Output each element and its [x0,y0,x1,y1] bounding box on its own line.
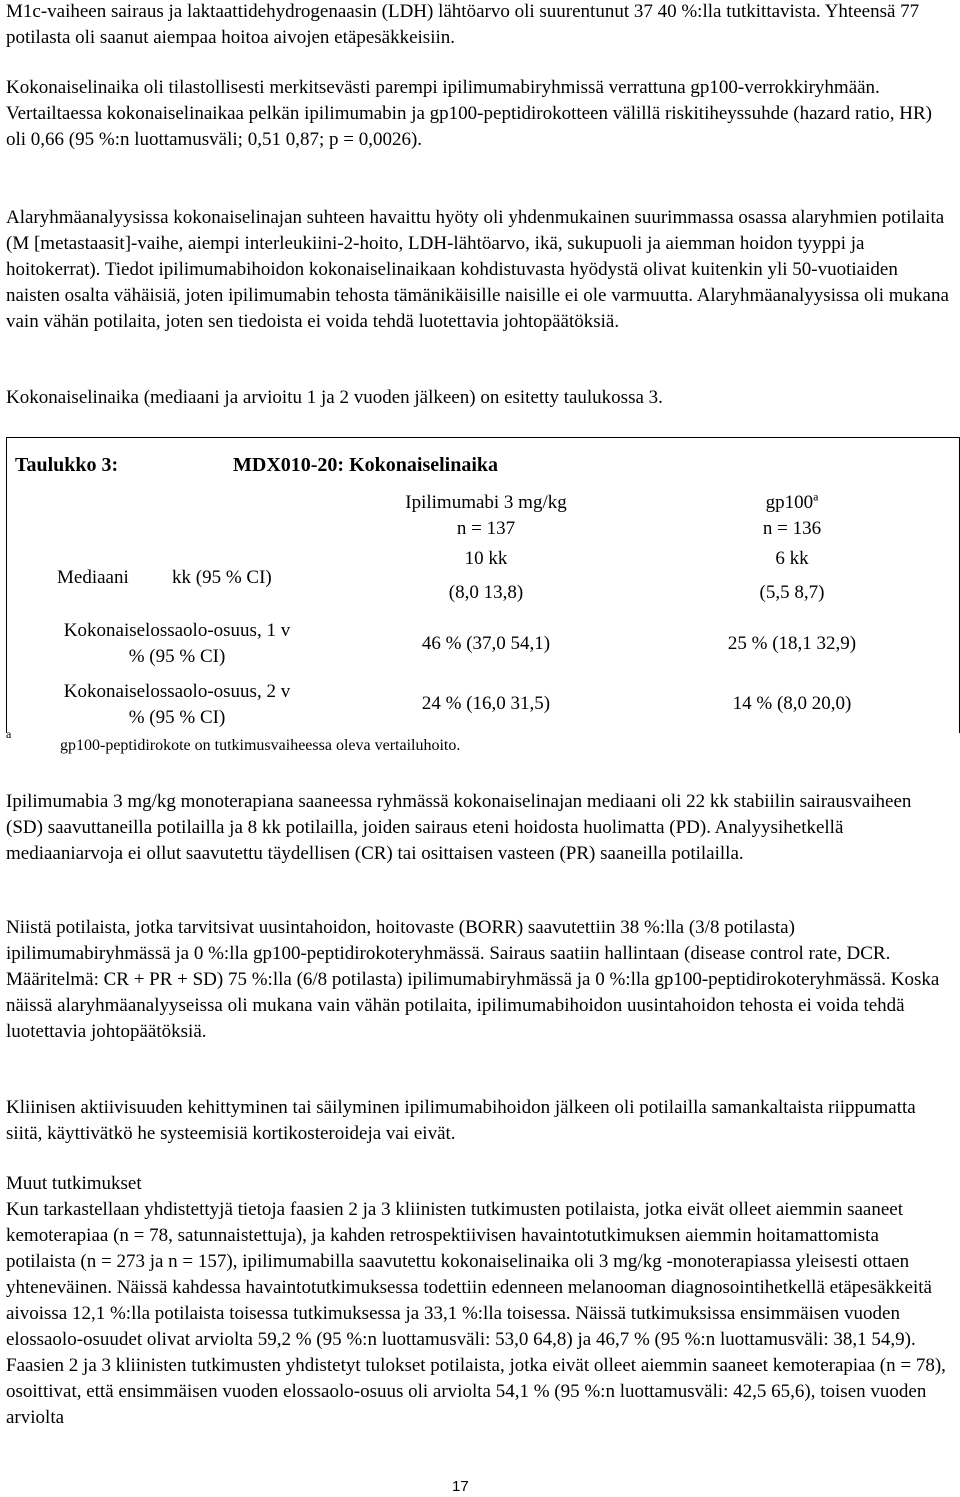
paragraph-sd-pd: Ipilimumabia 3 mg/kg monoterapiana saaneessa ryhmässä kokonaiselinajan mediaani oli 22 kk stabiilin sairausvaiheen (SD) saavuttaneilla potilailla ja 8 kk potilailla, joiden sairaus eteni hoidosta huolimatta (PD). Analyysihetkellä mediaaniarvoja ei ollut saavutettu täydellisen (CR) tai osittaisen vasteen (PR) saaneilla potilailla. [6,791,912,864]
row-2y-label-line1: Kokonaiselossaolo-osuus, 2 v [63,681,291,702]
row-median-ipilimumab-value: 10 kk [464,548,508,569]
row-2y-label [27,679,327,731]
footnote-marker: a [813,489,819,504]
column-header-gp100 [667,490,917,542]
row-median-gp100 [667,546,917,606]
row-median-label: Mediaani [57,567,129,588]
row-2y-label-line2: % (95 % CI) [128,707,226,728]
paragraph-retreatment: Niistä potilaista, jotka tarvitsivat uusintahoidon, hoitovaste (BORR) saavutettiin 38 %:lla (3/8 potilasta) ipilimumabiryhmässä ja 0 %:lla gp100-peptidirokoteryhmässä. Sairaus saatiin hallintaan (disease control rate, DCR. Määritelmä: CR + PR + SD) 75 %:lla (6/8 potilasta) ipilimumabiryhmässä ja 0 %:lla gp100-peptidirokoteryhmässä. Koska näissä alaryhmäanalyyseissa oli mukana vain vähän potilaita, ipilimumabihoidon uusintahoidon tehosta ei voida tehdä luotettavia johtopäätöksiä. [6,917,940,1042]
column-header-ipilimumab-name: Ipilimumabi 3 mg/kg [405,492,567,513]
section-heading: Muut tutkimukset [6,1173,142,1194]
row-1y-label-line1: Kokonaiselossaolo-osuus, 1 v [63,620,291,641]
section-body: Kun tarkastellaan yhdistettyjä tietoja faasien 2 ja 3 kliinisten tutkimusten potilaista, jotka eivät olleet aiemmin saaneet kemoterapiaa (n = 78, satunnaistettuja), ja kahden retrospektiivisen havaintotutkimuksen aiemmin hoitamattomista potilaista (n = 273 ja n = 157), ipilimumabilla saavutettu kokonaiselinaika oli 3 mg/kg -monoterapiassa yleisesti ottaen yhteneväinen. Näissä kahdessa havaintotutkimuksessa todettiin edenneen melanooman diagnosointihetkellä etäpesäkkeitä aivoissa 12,1 %:lla potilaista toisessa tutkimuksessa ja 33,1 %:lla toisessa. Näissä tutkimuksissa ensimmäisen vuoden elossaolo-osuudet olivat arviolta 59,2 % (95 %:n luottamusväli: 53,0 64,8) ja 46,7 % (95 %:n luottamusväli: 38,1 54,9). Faasien 2 ja 3 kliinisten tutkimusten yhdistetyt tulokset potilaista, jotka eivät olleet aiemmin saaneet kemoterapiaa (n = 78), osoittivat, että ensimmäisen vuoden elossaolo-osuus oli arviolta 54,1 % (95 %:n luottamusväli: 42,5 65,6), toisen vuoden arviolta [6,1199,946,1428]
row-2y-gp100: 14 % (8,0 20,0) [732,693,852,714]
paragraph-ldh: M1c-vaiheen sairaus ja laktaattidehydrogenaasin (LDH) lähtöarvo oli suurentunut 37 40 %:lla tutkittavista. Yhteensä 77 potilasta oli saanut aiempaa hoitoa aivojen etäpesäkkeisiin. [6,1,920,48]
row-median-ipilimumab-ci: (8,0 13,8) [448,582,524,603]
row-1y-ipilimumab: 46 % (37,0 54,1) [421,633,551,654]
row-1y-gp100: 25 % (18,1 32,9) [727,633,857,654]
column-header-gp100-n: n = 136 [762,518,822,539]
paragraph-subgroup-analysis: Alaryhmäanalyysissa kokonaiselinajan suhteen havaittu hyöty oli yhdenmukainen suurimmassa osassa alaryhmien potilaita (M [metastaasit]-vaihe, aiempi interleukiini-2-hoito, LDH-lähtöarvo, ikä, sukupuoli ja aiemman hoidon tyyppi ja hoitokerrat). Tiedot ipilimumabihoidon kokonaiselinaikaan kohdistuvasta hyödystä olivat kuitenkin yli 50-vuotiaiden naisten osalta vähäisiä, joten ipilimumabin tehosta tämänikäisille naisille ei ole varmuutta. Alaryhmäanalyysissa oli mukana vain vähän potilaita, joten sen tiedoista ei voida tehdä luotettavia johtopäätöksiä. [6,207,949,332]
column-header-ipilimumab-n: n = 137 [456,518,516,539]
table-footnote: gp100-peptidirokote on tutkimusvaiheessa oleva vertailuhoito. [60,737,461,754]
table-title: MDX010-20: Kokonaiselinaika [233,454,499,476]
survival-table [6,437,960,733]
row-median-ipilimumab [363,546,609,606]
paragraph-corticosteroids: Kliinisen aktiivisuuden kehittyminen tai säilyminen ipilimumabihoidon jälkeen oli potilailla samankaltaista riippumatta siitä, käyttivätkö he systeemisiä kortikosteroideja vai eivät. [6,1097,916,1144]
column-header-ipilimumab [363,490,609,542]
column-header-gp100-name: gp100 [765,492,814,513]
row-2y-ipilimumab: 24 % (16,0 31,5) [421,693,551,714]
column-header-gp100-label [667,490,917,516]
page-number: 17 [452,1478,469,1495]
paragraph-overall-survival: Kokonaiselinaika oli tilastollisesti merkitsevästi parempi ipilimumabiryhmissä verrattuna gp100-verrokkiryhmään. Vertailtaessa kokonaiselinaikaa pelkän ipilimumabin ja gp100-peptidirokotteen välillä riskitiheyssuhde (hazard ratio, HR) oli 0,66 (95 %:n luottamusväli; 0,51 0,87; p = 0,0026). [6,77,932,150]
row-1y-label [27,618,327,670]
table-footnote-mark: a [6,727,12,741]
row-median-gp100-ci: (5,5 8,7) [759,582,825,603]
table-caption: Taulukko 3: [15,454,119,476]
row-1y-label-line2: % (95 % CI) [128,646,226,667]
section-other-studies [6,1171,951,1431]
paragraph-table-intro: Kokonaiselinaika (mediaani ja arvioitu 1 ja 2 vuoden jälkeen) on esitetty taulukossa 3. [6,387,663,408]
row-median-gp100-value: 6 kk [775,548,809,569]
row-median-unit: kk (95 % CI) [172,567,272,588]
